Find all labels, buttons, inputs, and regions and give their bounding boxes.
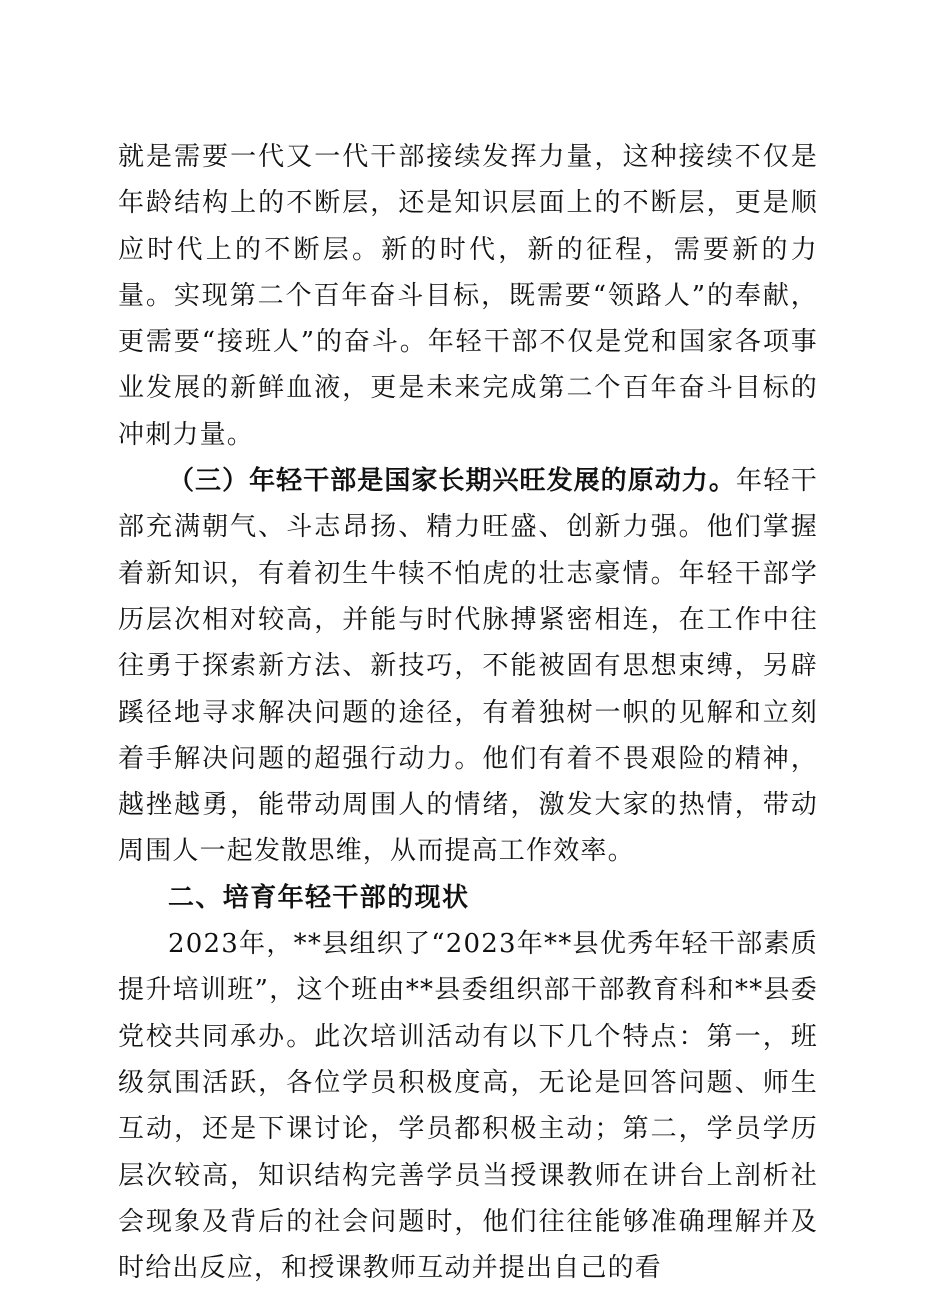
paragraph-2 <box>118 458 818 875</box>
paragraph-1: 就是需要一代又一代干部接续发挥力量，这种接续不仅是年龄结构上的不断层，还是知识层面上的不断层，更是顺应时代上的不断层。新的时代，新的征程，需要新的力量。实现第二个百年奋斗目标，既需要“领路人”的奉献，更需要“接班人”的奋斗。年轻干部不仅是党和国家各项事业发展的新鲜血液，更是未来完成第二个百年奋斗目标的冲刺力量。 <box>118 142 818 450</box>
document-body <box>118 134 818 1291</box>
section-heading-2: 二、培育年轻干部的现状 <box>168 882 470 913</box>
subsection-heading-3: （三）年轻干部是国家长期兴旺发展的原动力。 <box>168 466 736 497</box>
paragraph-3: 2023年，**县组织了“2023年**县优秀年轻干部素质提升培训班”，这个班由**县委组织部干部教育科和**县委党校共同承办。此次培训活动有以下几个特点：第一，班级氛围活跃，各位学员积极度高，无论是回答问题、师生互动，还是下课讨论，学员都积极主动；第二，学员学历层次较高，知识结构完善学员当授课教师在讲台上剖析社会现象及背后的社会问题时，他们往往能够准确理解并及时给出反应，和授课教师互动并提出自己的看 <box>118 929 818 1284</box>
paragraph-2-body: 年轻干部充满朝气、斗志昂扬、精力旺盛、创新力强。他们掌握着新知识，有着初生牛犊不怕虎的壮志豪情。年轻干部学历层次相对较高，并能与时代脉搏紧密相连，在工作中往往勇于探索新方法、新技巧，不能被固有思想束缚，另辟蹊径地寻求解决问题的途径，有着独树一帜的见解和立刻着手解决问题的超强行动力。他们有着不畏艰险的精神，越挫越勇，能带动周围人的情绪，激发大家的热情，带动周围人一起发散思维，从而提高工作效率。 <box>118 466 818 867</box>
